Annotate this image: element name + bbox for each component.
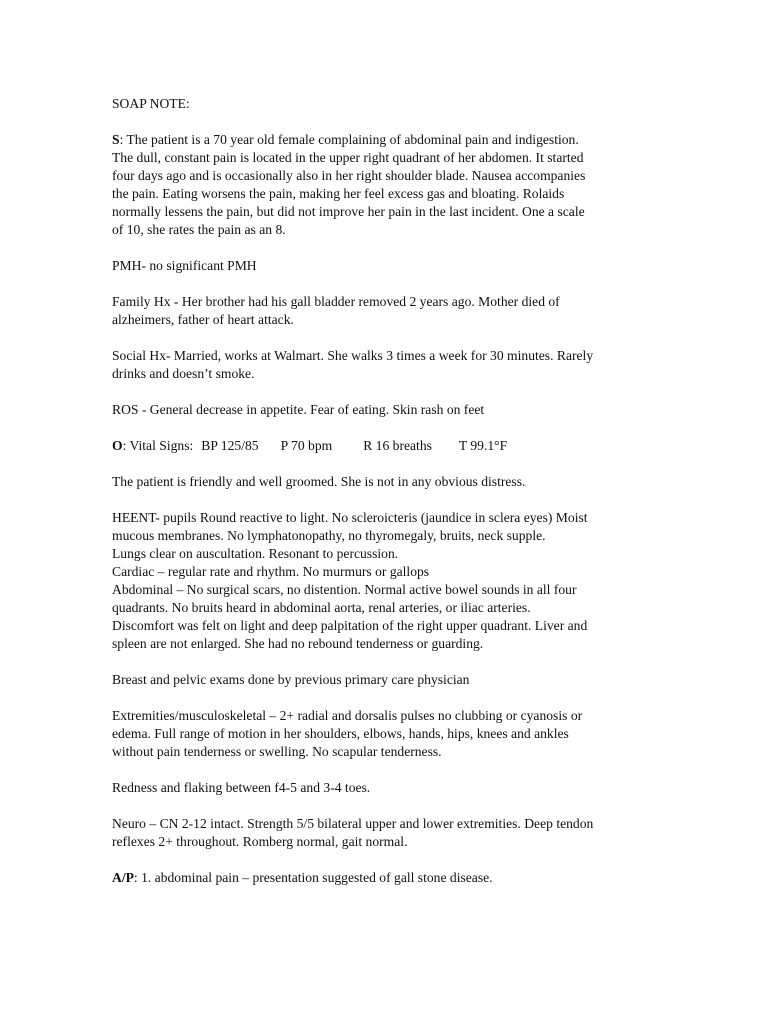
pulse: P 70 bpm [280, 438, 333, 453]
subjective-line-1: S: The patient is a 70 year old female complaining of abdominal pain and indigestion. [112, 132, 579, 147]
assessment-plan-section: A/P: 1. abdominal pain – presentation suggested of gall stone disease. [112, 870, 493, 885]
subjective-line-4: the pain. Eating worsens the pain, making her feel excess gas and bloating. Rolaids [112, 186, 565, 201]
document-title: SOAP NOTE: [112, 96, 190, 111]
subjective-line-2: The dull, constant pain is located in the upper right quadrant of her abdomen. It started [112, 150, 584, 165]
temperature: T 99.1°F [458, 438, 508, 453]
skin-section: Redness and flaking between f4-5 and 3-4 toes. [112, 780, 371, 795]
social-history-section: Social Hx- Married, works at Walmart. She walks 3 times a week for 30 minutes. Rarely drinks and doesn’t smoke. [112, 348, 594, 381]
objective-label: O [112, 438, 123, 453]
neuro-section: Neuro – CN 2-12 intact. Strength 5/5 bilateral upper and lower extremities. Deep tendon reflexes 2+ throughout. Romberg normal, gait normal. [112, 816, 594, 849]
pmh-section: PMH- no significant PMH [112, 258, 257, 273]
blood-pressure: BP 125/85 [201, 438, 259, 453]
physical-exam-section: HEENT- pupils Round reactive to light. No scleroicteris (jaundice in sclera eyes) Moist mucous membranes. No lymphatonopathy, no thyromegaly, bruits, neck supple. Lungs clear on auscultation. Resonant to percussion. Cardiac – regular rate and rhythm. No murmurs or gallops Abdominal – No surgical scars, no distention. Normal active bowel sounds in all four quadrants. No bruits heard in abdominal aorta, renal arteries, or iliac arteries. Discomfort was felt on light and deep palpitation of the right upper quadrant. Liver and spleen are not enlarged. She had no rebound tenderness or guarding. [112, 510, 588, 651]
subjective-line-6: of 10, she rates the pain as an 8. [112, 222, 286, 237]
objective-vitals-section [112, 437, 652, 455]
vitals-label: : Vital Signs: [122, 438, 194, 453]
ros-section: ROS - General decrease in appetite. Fear of eating. Skin rash on feet [112, 402, 485, 417]
subjective-line-5: normally lessens the pain, but did not improve her pain in the last incident. One a scale [112, 204, 585, 219]
extremities-section: Extremities/musculoskeletal – 2+ radial and dorsalis pulses no clubbing or cyanosis or edema. Full range of motion in her shoulders, elbows, hands, hips, knees and ankles without pain tenderness or swelling. No scapular tenderness. [112, 708, 583, 759]
family-history-section: Family Hx - Her brother had his gall bladder removed 2 years ago. Mother died of alzheimers, father of heart attack. [112, 294, 560, 327]
assessment-label: A/P [112, 870, 134, 885]
general-appearance: The patient is friendly and well groomed. She is not in any obvious distress. [112, 474, 526, 489]
subjective-line-3: four days ago and is occasionally also in her right shoulder blade. Nausea accompanies [112, 168, 586, 183]
soap-note-document [112, 95, 652, 905]
subjective-section [112, 131, 652, 239]
breast-pelvic-section: Breast and pelvic exams done by previous primary care physician [112, 672, 470, 687]
subjective-label: S [112, 132, 120, 147]
respiration: R 16 breaths [363, 438, 432, 453]
